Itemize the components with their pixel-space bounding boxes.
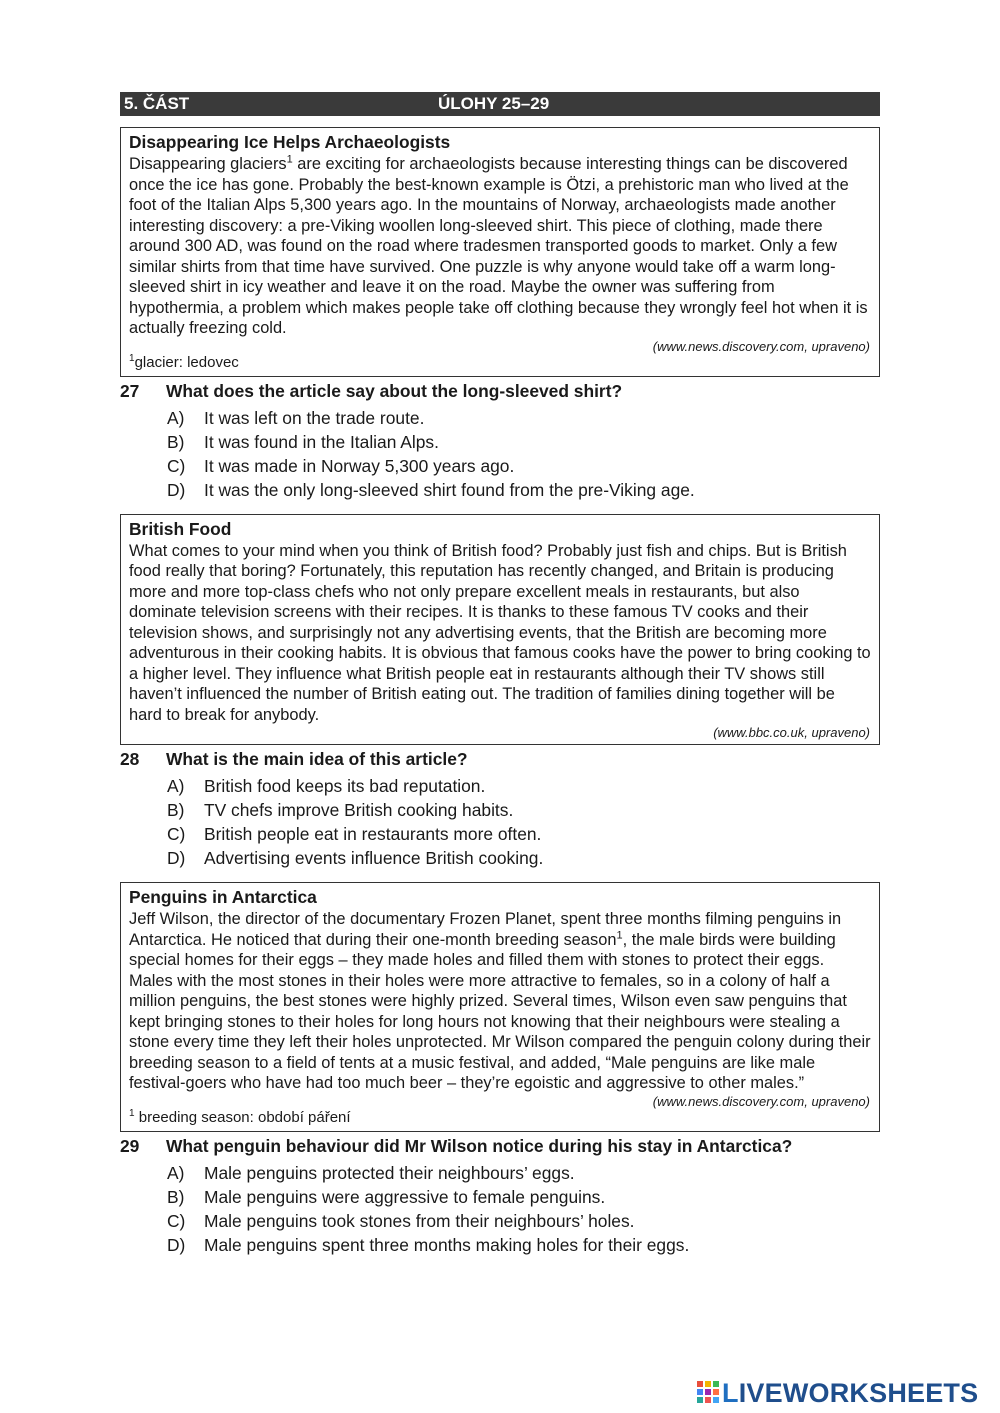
option-b[interactable]: B) It was found in the Italian Alps. <box>167 431 439 452</box>
question-28-options <box>120 774 880 870</box>
article-footnote: $^1$glacier: ledovec <box>129 352 239 371</box>
question-text: What does the article say about the long-sleeved shirt? <box>166 380 623 401</box>
question-number: 29 <box>120 1135 140 1156</box>
article-title: British Food <box>129 518 232 539</box>
option-d[interactable]: D) It was the only long-sleeved shirt found from the pre-Viking age. <box>167 479 695 500</box>
option-c[interactable]: C) It was made in Norway 5,300 years ago. <box>167 455 515 476</box>
option-c[interactable]: C) British people eat in restaurants more often. <box>167 824 542 844</box>
article-footnote: $^1$ breeding season: období páření <box>129 1107 351 1126</box>
article-title: Penguins in Antarctica <box>129 887 317 907</box>
question-number: 27 <box>120 380 140 401</box>
option-a[interactable]: A) Male penguins protected their neighbours’ eggs. <box>167 1162 575 1183</box>
liveworksheets-wordmark: LIVEWORKSHEETS <box>722 1378 979 1408</box>
article-british-food <box>120 514 880 746</box>
question-29 <box>120 1135 880 1158</box>
worksheet-page <box>120 92 880 1257</box>
option-d[interactable]: D) Male penguins spent three months making holes for their eggs. <box>167 1234 690 1255</box>
article-body: Jeff Wilson, the director of the documentary Frozen Planet, spent three months filming penguins in Antarctica. He noticed that during their one-month breeding season$^1$, the male birds were building special homes for their eggs – they made holes and filled them with stones to protect their eggs. Males with the most stones in their holes were more attractive to females, so in a colony of half a million penguins, the best stones were highly prized. Several times, Wilson even saw penguins that kept bringing stones to their holes for long hours not knowing that their neighbours were stealing a stone every time they left their holes unprotected. Mr Wilson compared the penguin colony during their breeding season to a field of tents at a music festival, and added, “Male penguins are like male festival-goers who have had too much beer – they’re egoistic and aggressive to other males.” <box>129 910 871 1092</box>
article-body: Disappearing glaciers$^1$ are exciting for archaeologists because interesting things can be discovered once the ice has gone. Probably the best-known example is Ötzi, a prehistoric man who lived at the foot of the Italian Alps 5,300 years ago. In the mountains of Norway, archaeologists made another interesting discovery: a pre-Viking woollen long-sleeved shirt. This piece of clothing, made there around 300 AD, was found on the road where tradesmen transported goods to market. Only a few similar shirts from that time have survived. One puzzle is why anyone would take off a warm long-sleeved shirt in icy weather and leave it on the road. Maybe the owner was suffering from hypothermia, a problem which makes people take off clothing because they wrongly feel hot when it is actually freezing cold. <box>129 153 868 337</box>
section-tasks-label: ÚLOHY 25–29 <box>438 94 550 113</box>
liveworksheets-logo-icon <box>697 1381 719 1405</box>
option-b[interactable]: B) TV chefs improve British cooking habits. <box>167 800 514 820</box>
article-source: (www.news.discovery.com, upraveno) <box>652 1093 870 1109</box>
question-text: What is the main idea of this article? <box>166 749 468 769</box>
option-c[interactable]: C) Male penguins took stones from their neighbours’ holes. <box>167 1210 635 1231</box>
option-b[interactable]: B) Male penguins were aggressive to female penguins. <box>167 1186 606 1207</box>
article-body: What comes to your mind when you think of British food? Probably just fish and chips. But is British food really that boring? Fortunately, this reputation has recently changed, and Britain is producing more and more top-class chefs who not only prepare excellent meals in restaurants, but also dominate television screens with their recipes. It is thanks to these famous TV cooks and their television shows, and surprisingly not any advertising events, that the British are becoming more adventurous in their cooking habits. It is obvious that famous cooks have the power to bring cooking to a higher level. They influence what British people eat in restaurants although their TV shows still haven’t influenced the number of British eating out. The tradition of families dining together will be hard to break for anybody. <box>129 541 871 724</box>
article-source: (www.bbc.co.uk, upraveno) <box>713 725 870 740</box>
footnote-marker: 1 <box>286 153 293 166</box>
option-d[interactable]: D) Advertising events influence British cooking. <box>167 848 544 868</box>
question-27-options <box>120 406 880 502</box>
article-title: Disappearing Ice Helps Archaeologists <box>129 132 451 152</box>
article-disappearing-ice <box>120 127 880 377</box>
question-27 <box>120 380 880 403</box>
question-text: What penguin behaviour did Mr Wilson notice during his stay in Antarctica? <box>166 1135 793 1156</box>
article-source: (www.news.discovery.com, upraveno) <box>652 338 870 354</box>
option-a[interactable]: A) It was left on the trade route. <box>167 407 425 428</box>
question-28 <box>120 748 880 771</box>
section-header-bar <box>120 92 880 116</box>
section-part-label: 5. ČÁST <box>124 94 190 113</box>
question-number: 28 <box>120 749 140 769</box>
article-penguins <box>120 882 880 1132</box>
liveworksheets-watermark <box>697 1378 978 1408</box>
option-a[interactable]: A) British food keeps its bad reputation. <box>167 776 486 796</box>
question-29-options <box>120 1161 880 1257</box>
footnote-marker: 1 <box>616 929 623 942</box>
